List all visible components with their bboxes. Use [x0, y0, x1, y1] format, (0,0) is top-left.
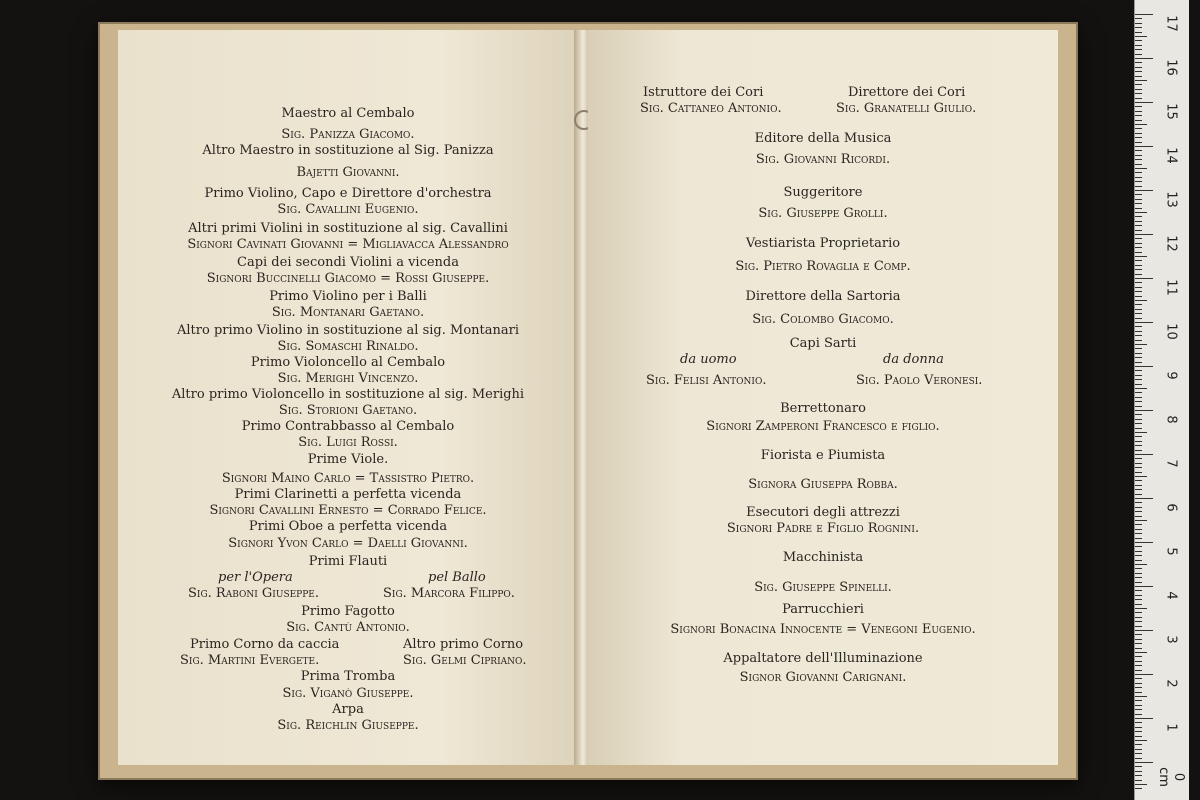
name-line: Sig. Reichlin Giuseppe.: [277, 718, 419, 733]
ruler-tick: [1135, 674, 1153, 675]
ruler-tick: [1135, 568, 1142, 569]
heading: Altro primo Violoncello in sostituzione al sig. Merighi: [171, 387, 525, 402]
ruler-tick: [1135, 238, 1142, 239]
ruler-tick: [1135, 392, 1142, 393]
ruler-tick: [1135, 489, 1142, 490]
name-line: Sig. Panizza Giacomo.: [281, 127, 415, 142]
heading: Primi Flauti: [308, 554, 388, 569]
cori-left-name: Sig. Cattaneo Antonio.: [640, 101, 782, 116]
ruler-tick: [1135, 287, 1142, 288]
ruler-number: 17: [1163, 15, 1179, 32]
heading: Capi Sarti: [789, 336, 857, 351]
ruler-tick: [1135, 687, 1142, 688]
flute-opera-label: per l'Opera: [218, 570, 293, 585]
heading: Altro Maestro in sostituzione al Sig. Panizza: [202, 143, 494, 158]
ruler-tick: [1135, 595, 1142, 596]
ruler-tick: [1135, 32, 1142, 33]
name-line: Sig. Somaschi Rinaldo.: [277, 339, 419, 354]
heading: Suggeritore: [783, 185, 863, 200]
ruler-tick: [1135, 766, 1142, 767]
ruler-tick: [1135, 696, 1147, 697]
name-line: Signori Cavallini Ernesto = Corrado Felice.: [209, 503, 487, 518]
ruler-tick: [1135, 168, 1147, 169]
ruler-tick: [1135, 683, 1142, 684]
ruler-tick: [1135, 260, 1142, 261]
ruler-tick: [1135, 194, 1142, 195]
heading: Esecutori degli attrezzi: [746, 505, 900, 520]
ruler-tick: [1135, 722, 1142, 723]
ruler-tick: [1135, 353, 1142, 354]
ruler-tick: [1135, 269, 1142, 270]
ruler-tick: [1135, 304, 1142, 305]
ruler-tick: [1135, 344, 1147, 345]
ruler-tick: [1135, 414, 1142, 415]
heading: Primi Oboe a perfetta vicenda: [248, 519, 448, 534]
ruler-tick: [1135, 450, 1142, 451]
ruler-tick: [1135, 780, 1142, 781]
ruler-tick: [1135, 401, 1142, 402]
ruler-tick: [1135, 586, 1153, 587]
ruler-tick: [1135, 388, 1147, 389]
ruler-number: 14: [1163, 147, 1179, 164]
ruler-tick: [1135, 357, 1142, 358]
ruler-tick: [1135, 709, 1142, 710]
ruler-tick: [1135, 458, 1142, 459]
name-line: Sig. Giuseppe Spinelli.: [754, 580, 892, 595]
ruler-tick: [1135, 542, 1153, 543]
ruler-tick: [1135, 84, 1142, 85]
ruler-tick: [1135, 318, 1142, 319]
measurement-ruler: [1134, 0, 1189, 800]
ruler-tick: [1135, 604, 1142, 605]
ruler-tick: [1135, 502, 1142, 503]
ruler-tick: [1135, 366, 1153, 367]
ruler-tick: [1135, 727, 1142, 728]
ruler-tick: [1135, 102, 1153, 103]
ruler-tick: [1135, 45, 1142, 46]
ruler-tick: [1135, 155, 1142, 156]
ruler-tick: [1135, 643, 1142, 644]
ruler-tick: [1135, 485, 1142, 486]
heading: Maestro al Cembalo: [281, 106, 415, 121]
heading: Primo Fagotto: [301, 604, 395, 619]
ruler-tick: [1135, 208, 1142, 209]
ruler-tick: [1135, 612, 1142, 613]
ruler-tick: [1135, 524, 1142, 525]
ruler-tick: [1135, 472, 1142, 473]
name-line: Sig. Giovanni Ricordi.: [755, 152, 891, 167]
right-page: [588, 30, 1058, 765]
ruler-tick: [1135, 159, 1142, 160]
ruler-tick: [1135, 40, 1142, 41]
ruler-tick: [1135, 379, 1142, 380]
ruler-number: 6: [1163, 503, 1179, 512]
ruler-tick: [1135, 243, 1142, 244]
heading: Primi Clarinetti a perfetta vicenda: [234, 487, 462, 502]
ruler-tick: [1135, 538, 1142, 539]
ruler-tick: [1135, 714, 1142, 715]
ruler-tick: [1135, 203, 1142, 204]
ruler-tick: [1135, 177, 1142, 178]
ruler-tick: [1135, 652, 1147, 653]
ruler-tick: [1135, 199, 1142, 200]
ruler-tick: [1135, 309, 1142, 310]
heading: Prima Tromba: [300, 669, 396, 684]
ruler-tick: [1135, 348, 1142, 349]
name-line: Bajetti Giovanni.: [296, 165, 400, 180]
ruler-tick: [1135, 133, 1142, 134]
ruler-tick: [1135, 573, 1142, 574]
ruler-tick: [1135, 590, 1142, 591]
ruler-tick: [1135, 599, 1142, 600]
ruler-tick: [1135, 124, 1147, 125]
sarti-uomo-label: da uomo: [680, 352, 737, 367]
heading: Vestiarista Proprietario: [745, 236, 901, 251]
ruler-number: 8: [1163, 415, 1179, 424]
ruler-tick: [1135, 216, 1142, 217]
name-line: Sig. Merighi Vincenzo.: [277, 371, 419, 386]
name-line: Signor Giovanni Carignani.: [739, 670, 907, 685]
ruler-tick: [1135, 186, 1142, 187]
ruler-tick: [1135, 608, 1147, 609]
ruler-tick: [1135, 661, 1142, 662]
heading: Primo Violino, Capo e Direttore d'orchestra: [204, 186, 492, 201]
ruler-tick: [1135, 445, 1142, 446]
flute-ballo-name: Sig. Marcora Filippo.: [383, 586, 515, 601]
ruler-tick: [1135, 397, 1142, 398]
cori-right-title: Direttore dei Cori: [848, 85, 966, 100]
ruler-tick: [1135, 80, 1147, 81]
ruler-tick: [1135, 546, 1142, 547]
ruler-tick: [1135, 89, 1142, 90]
ruler-number: 15: [1163, 103, 1179, 120]
heading: Altri primi Violini in sostituzione al sig. Cavallini: [188, 221, 508, 236]
ruler-tick: [1135, 775, 1142, 776]
ruler-tick: [1135, 634, 1142, 635]
ruler-number: 4: [1163, 591, 1179, 600]
name-line: Sig. Montanari Gaetano.: [271, 305, 425, 320]
heading: Fiorista e Piumista: [760, 448, 886, 463]
heading: Editore della Musica: [754, 131, 892, 146]
cori-right-name: Sig. Granatelli Giulio.: [836, 101, 977, 116]
ruler-number: 0 cm: [1156, 767, 1186, 787]
corno-right-name: Sig. Gelmi Cipriano.: [403, 653, 527, 668]
ruler-tick: [1135, 172, 1142, 173]
ruler-tick: [1135, 626, 1142, 627]
ruler-tick: [1135, 296, 1142, 297]
ruler-tick: [1135, 511, 1142, 512]
ruler-tick: [1135, 98, 1142, 99]
ruler-tick: [1135, 340, 1142, 341]
name-line: Signori Bonacina Innocente = Venegoni Eugenio.: [670, 622, 976, 637]
corno-left-name: Sig. Martini Evergete.: [180, 653, 320, 668]
ruler-tick: [1135, 454, 1153, 455]
ruler-tick: [1135, 520, 1147, 521]
name-line: Signori Padre e Figlio Rognini.: [726, 521, 920, 536]
ruler-tick: [1135, 300, 1147, 301]
ruler-number: 1: [1163, 723, 1179, 732]
ruler-tick: [1135, 436, 1142, 437]
name-line: Sig. Luigi Rossi.: [298, 435, 398, 450]
ruler-tick: [1135, 384, 1142, 385]
heading: Arpa: [332, 702, 364, 717]
ruler-tick: [1135, 432, 1147, 433]
ruler-tick: [1135, 560, 1142, 561]
ruler-tick: [1135, 18, 1142, 19]
left-page: [118, 30, 578, 765]
ruler-tick: [1135, 225, 1142, 226]
ruler-tick: [1135, 322, 1153, 323]
ruler-tick: [1135, 463, 1142, 464]
ruler-tick: [1135, 14, 1153, 15]
ruler-tick: [1135, 212, 1147, 213]
ruler-tick: [1135, 256, 1147, 257]
sarti-donna-label: da donna: [883, 352, 944, 367]
corno-left-title: Primo Corno da caccia: [190, 637, 340, 652]
ruler-tick: [1135, 476, 1147, 477]
ruler-tick: [1135, 106, 1142, 107]
ruler-tick: [1135, 555, 1142, 556]
ruler-tick: [1135, 419, 1142, 420]
ruler-tick: [1135, 423, 1142, 424]
ruler-tick: [1135, 731, 1142, 732]
name-line: Signori Buccinelli Giacomo = Rossi Giuseppe.: [206, 271, 490, 286]
ruler-tick: [1135, 516, 1142, 517]
heading: Primo Violino per i Balli: [269, 289, 427, 304]
heading: Appaltatore dell'Illuminazione: [723, 651, 923, 666]
ruler-tick: [1135, 670, 1142, 671]
ruler-tick: [1135, 529, 1142, 530]
heading: Direttore della Sartoria: [745, 289, 901, 304]
ruler-tick: [1135, 252, 1142, 253]
name-line: Signori Maino Carlo = Tassistro Pietro.: [221, 471, 475, 486]
name-line: Sig. Cantù Antonio.: [286, 620, 410, 635]
sarti-uomo-name: Sig. Felisi Antonio.: [646, 373, 767, 388]
ruler-tick: [1135, 370, 1142, 371]
ruler-tick: [1135, 577, 1142, 578]
ruler-tick: [1135, 58, 1153, 59]
ruler-number: 5: [1163, 547, 1179, 556]
ruler-tick: [1135, 705, 1142, 706]
name-line: Sig. Viganò Giuseppe.: [282, 686, 414, 701]
ruler-tick: [1135, 115, 1142, 116]
name-line: Sig. Cavallini Eugenio.: [277, 202, 419, 217]
ruler-tick: [1135, 507, 1142, 508]
ruler-tick: [1135, 190, 1153, 191]
heading: Altro primo Violino in sostituzione al sig. Montanari: [177, 323, 519, 338]
name-line: Signori Cavinati Giovanni = Migliavacca Alessandro: [187, 237, 509, 252]
ruler-number: 10: [1163, 323, 1179, 340]
ruler-tick: [1135, 93, 1142, 94]
ruler-tick: [1135, 326, 1142, 327]
name-line: Signora Giuseppa Robba.: [748, 477, 898, 492]
name-line: Signori Zamperoni Francesco e figlio.: [706, 419, 940, 434]
ruler-tick: [1135, 247, 1142, 248]
ruler-tick: [1135, 480, 1142, 481]
heading: Parrucchieri: [782, 602, 864, 617]
ruler-tick: [1135, 71, 1142, 72]
cori-left-title: Istruttore dei Cori: [643, 85, 764, 100]
ruler-tick: [1135, 291, 1142, 292]
heading: Capi dei secondi Violini a vicenda: [237, 255, 459, 270]
heading: Macchinista: [782, 550, 864, 565]
ruler-tick: [1135, 62, 1142, 63]
ruler-tick: [1135, 749, 1142, 750]
ruler-tick: [1135, 533, 1142, 534]
ruler-tick: [1135, 498, 1153, 499]
ruler-tick: [1135, 678, 1142, 679]
ruler-tick: [1135, 221, 1142, 222]
ruler-tick: [1135, 410, 1153, 411]
ruler-tick: [1135, 582, 1142, 583]
ruler-tick: [1135, 406, 1142, 407]
heading: Berrettonaro: [780, 401, 866, 416]
ruler-tick: [1135, 762, 1153, 763]
ruler-tick: [1135, 142, 1142, 143]
ruler-number: 3: [1163, 635, 1179, 644]
ruler-tick: [1135, 36, 1147, 37]
sarti-donna-name: Sig. Paolo Veronesi.: [856, 373, 983, 388]
ruler-tick: [1135, 164, 1142, 165]
ruler-tick: [1135, 335, 1142, 336]
ruler-tick: [1135, 181, 1142, 182]
ruler-number: 7: [1163, 459, 1179, 468]
ruler-tick: [1135, 467, 1142, 468]
ruler-number: 2: [1163, 679, 1179, 688]
ruler-tick: [1135, 617, 1142, 618]
ruler-tick: [1135, 656, 1142, 657]
ruler-tick: [1135, 111, 1142, 112]
ruler-tick: [1135, 230, 1142, 231]
flute-opera-name: Sig. Raboni Giuseppe.: [188, 586, 319, 601]
ruler-number: 9: [1163, 371, 1179, 380]
ruler-tick: [1135, 771, 1142, 772]
name-line: Signori Yvon Carlo = Daelli Giovanni.: [228, 536, 468, 551]
ruler-tick: [1135, 692, 1142, 693]
ruler-tick: [1135, 753, 1142, 754]
ruler-tick: [1135, 49, 1142, 50]
ruler-tick: [1135, 313, 1142, 314]
flute-ballo-label: pel Ballo: [428, 570, 486, 585]
ruler-tick: [1135, 362, 1142, 363]
ruler-tick: [1135, 128, 1142, 129]
name-line: Sig. Storioni Gaetano.: [278, 403, 418, 418]
ruler-tick: [1135, 551, 1142, 552]
ruler-tick: [1135, 278, 1153, 279]
ruler-tick: [1135, 120, 1142, 121]
ruler-tick: [1135, 23, 1142, 24]
ruler-tick: [1135, 27, 1142, 28]
ruler-tick: [1135, 758, 1142, 759]
name-line: Sig. Pietro Rovaglia e Comp.: [735, 259, 911, 274]
ruler-tick: [1135, 718, 1153, 719]
ruler-tick: [1135, 282, 1142, 283]
ruler-tick: [1135, 265, 1142, 266]
ruler-tick: [1135, 744, 1142, 745]
name-line: Sig. Colombo Giacomo.: [752, 312, 894, 327]
ruler-tick: [1135, 150, 1142, 151]
ruler-tick: [1135, 274, 1142, 275]
ruler-tick: [1135, 146, 1153, 147]
heading: Primo Contrabbasso al Cembalo: [241, 419, 455, 434]
ruler-tick: [1135, 621, 1142, 622]
ruler-tick: [1135, 700, 1142, 701]
ruler-number: 16: [1163, 59, 1179, 76]
ruler-tick: [1135, 740, 1147, 741]
ruler-tick: [1135, 375, 1142, 376]
ruler-tick: [1135, 736, 1142, 737]
ruler-tick: [1135, 564, 1147, 565]
ruler-tick: [1135, 137, 1142, 138]
ruler-tick: [1135, 428, 1142, 429]
ruler-tick: [1135, 494, 1142, 495]
ruler-number: 13: [1163, 191, 1179, 208]
ruler-tick: [1135, 54, 1142, 55]
ruler-tick: [1135, 784, 1147, 785]
heading: Primo Violoncello al Cembalo: [250, 355, 446, 370]
ruler-tick: [1135, 234, 1153, 235]
heading: Prime Viole.: [307, 452, 389, 467]
ruler-number: 12: [1163, 235, 1179, 252]
ruler-tick: [1135, 67, 1142, 68]
name-line: Sig. Giuseppe Grolli.: [758, 206, 888, 221]
corno-right-title: Altro primo Corno: [403, 637, 524, 652]
ruler-tick: [1135, 648, 1142, 649]
ruler-number: 11: [1163, 279, 1179, 296]
ruler-tick: [1135, 441, 1142, 442]
ruler-tick: [1135, 76, 1142, 77]
ruler-tick: [1135, 665, 1142, 666]
ruler-tick: [1135, 639, 1142, 640]
ruler-tick: [1135, 331, 1142, 332]
ruler-tick: [1135, 630, 1153, 631]
ruler-tick: [1135, 788, 1142, 789]
